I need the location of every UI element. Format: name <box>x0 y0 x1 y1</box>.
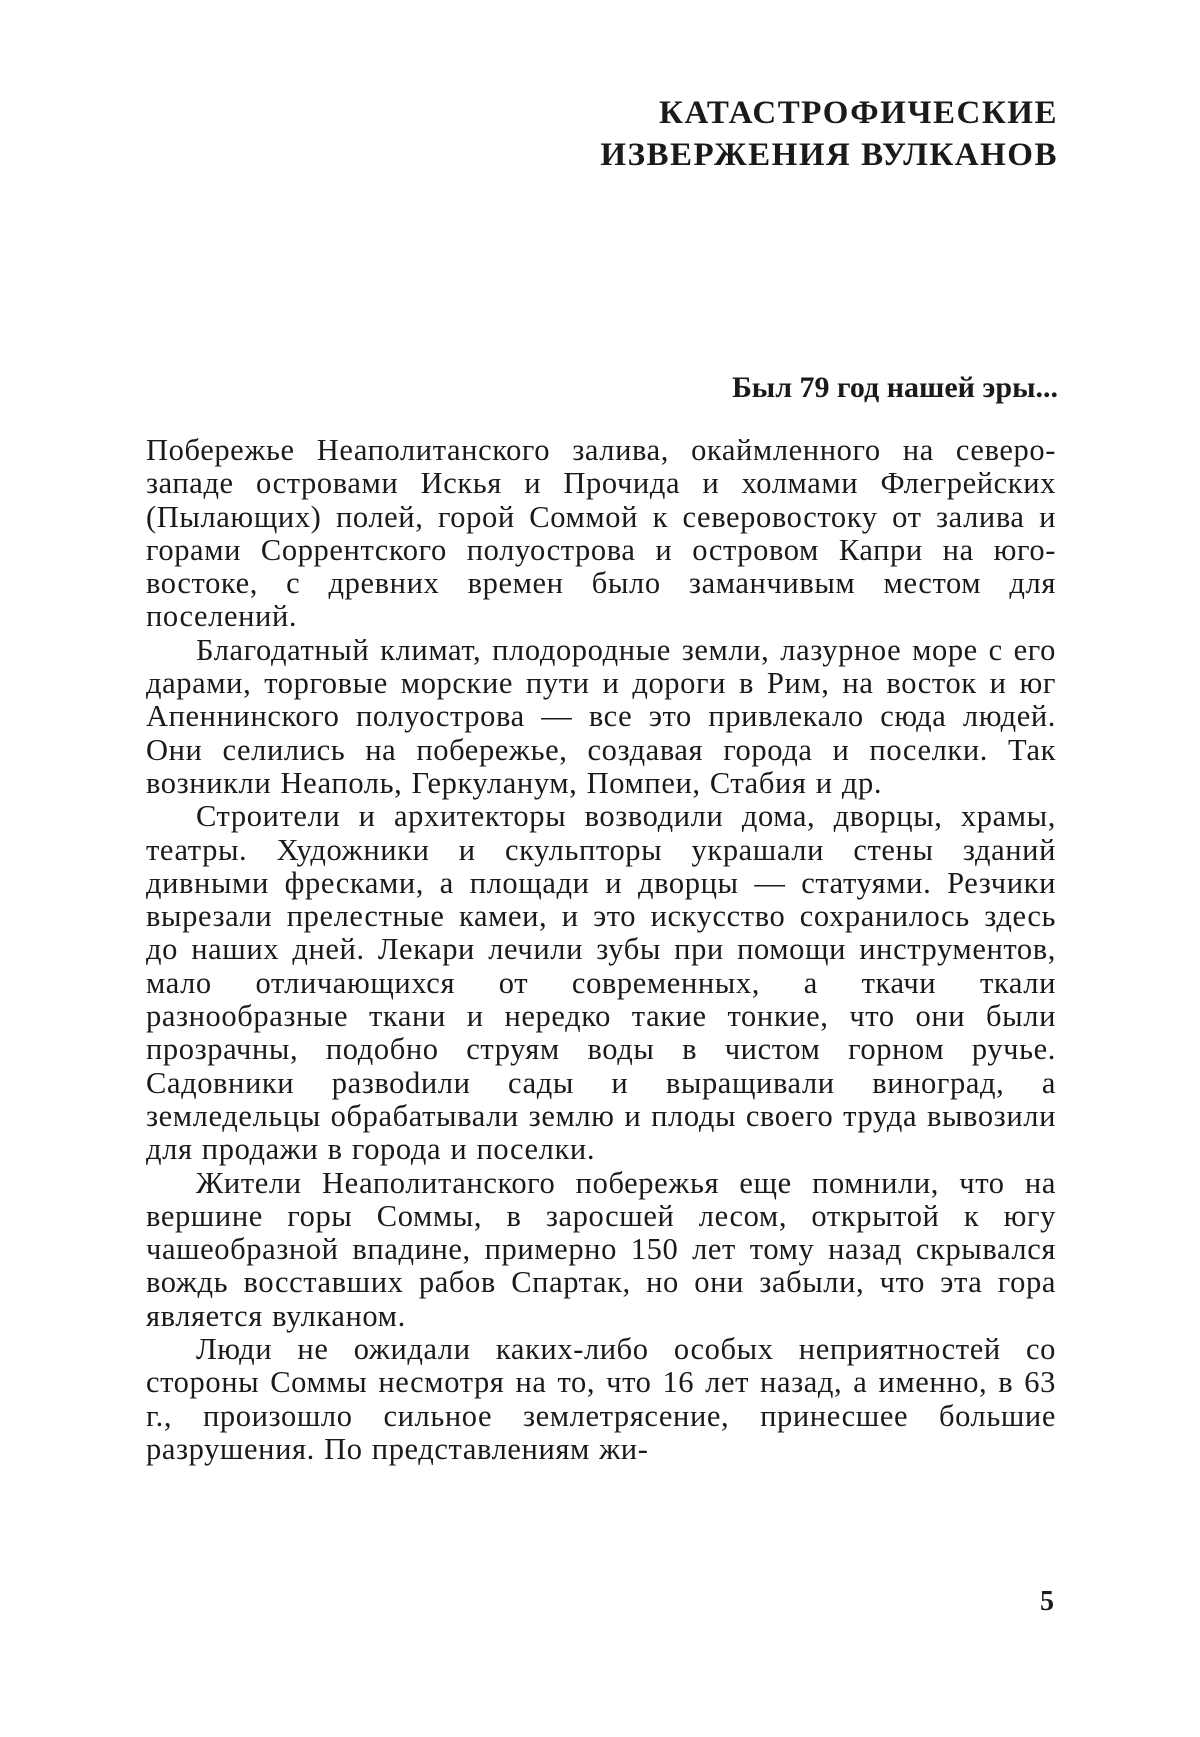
paragraph-2: Благодатный климат, плодородные земли, лазурное море с его дарами, торговые морские пути и дороги в Рим, на восток и юг Апеннинского полуострова — все это привлекало сюда людей. Они селились на побережье, создавая города и поселки. Так возникли Неаполь, Геркуланум, Помпеи, Стабия и др. <box>146 632 1056 800</box>
paragraph-5: Люди не ожидали каких-либо особых неприятностей со стороны Соммы несмотря на то, что 16 лет назад, а именно, в 63 г., произошло сильное землетрясение, принесшее большие разрушения. По представлениям жи- <box>146 1332 1056 1466</box>
body-text <box>146 434 1056 1466</box>
chapter-title-line-1: КАТАСТРОФИЧЕСКИЕ <box>659 95 1058 131</box>
chapter-title <box>358 92 1058 176</box>
paragraph-3: Строители и архитекторы возводили дома, дворцы, храмы, театры. Художники и скульпторы украшали стены зданий дивными фресками, а площади и дворцы — статуями. Резчики вырезали прелестные камеи, и это искусство сохранилось здесь до наших дней. Лекари лечили зубы при помощи инструментов, мало отличающихся от современных, а ткачи ткали разнообразные ткани и нередко такие тонкие, что они были прозрачны, подобно струям воды в чистом горном ручье. Садовники развоdили сады и выращивали виноград, а земледельцы обрабатывали землю и плоды своего труда вывозили для продажи в города и поселки. <box>146 799 1056 1167</box>
paragraph-4: Жители Неаполитанского побережья еще помнили, что на вершине горы Соммы, в заросшей лесом, открытой к югу чашеобразной впадине, примерно 150 лет тому назад скрывался вождь восставших рабов Спартак, но они забыли, что эта гора является вулканом. <box>146 1165 1056 1333</box>
chapter-title-line-2: ИЗВЕРЖЕНИЯ ВУЛКАНОВ <box>600 137 1058 173</box>
paragraph-1: Побережье Неаполитанского залива, окаймленного на северо-западе островами Искья и Прочида и холмами Флегрейских (Пылающих) полей, горой Соммой к северовостоку от залива и горами Соррентского полуострова и островом Капри на юго-востоке, с древних времен было заманчивым местом для поселений. <box>146 433 1056 634</box>
section-heading: Был 79 год нашей эры... <box>731 371 1058 404</box>
page-number: 5 <box>1040 1586 1054 1617</box>
